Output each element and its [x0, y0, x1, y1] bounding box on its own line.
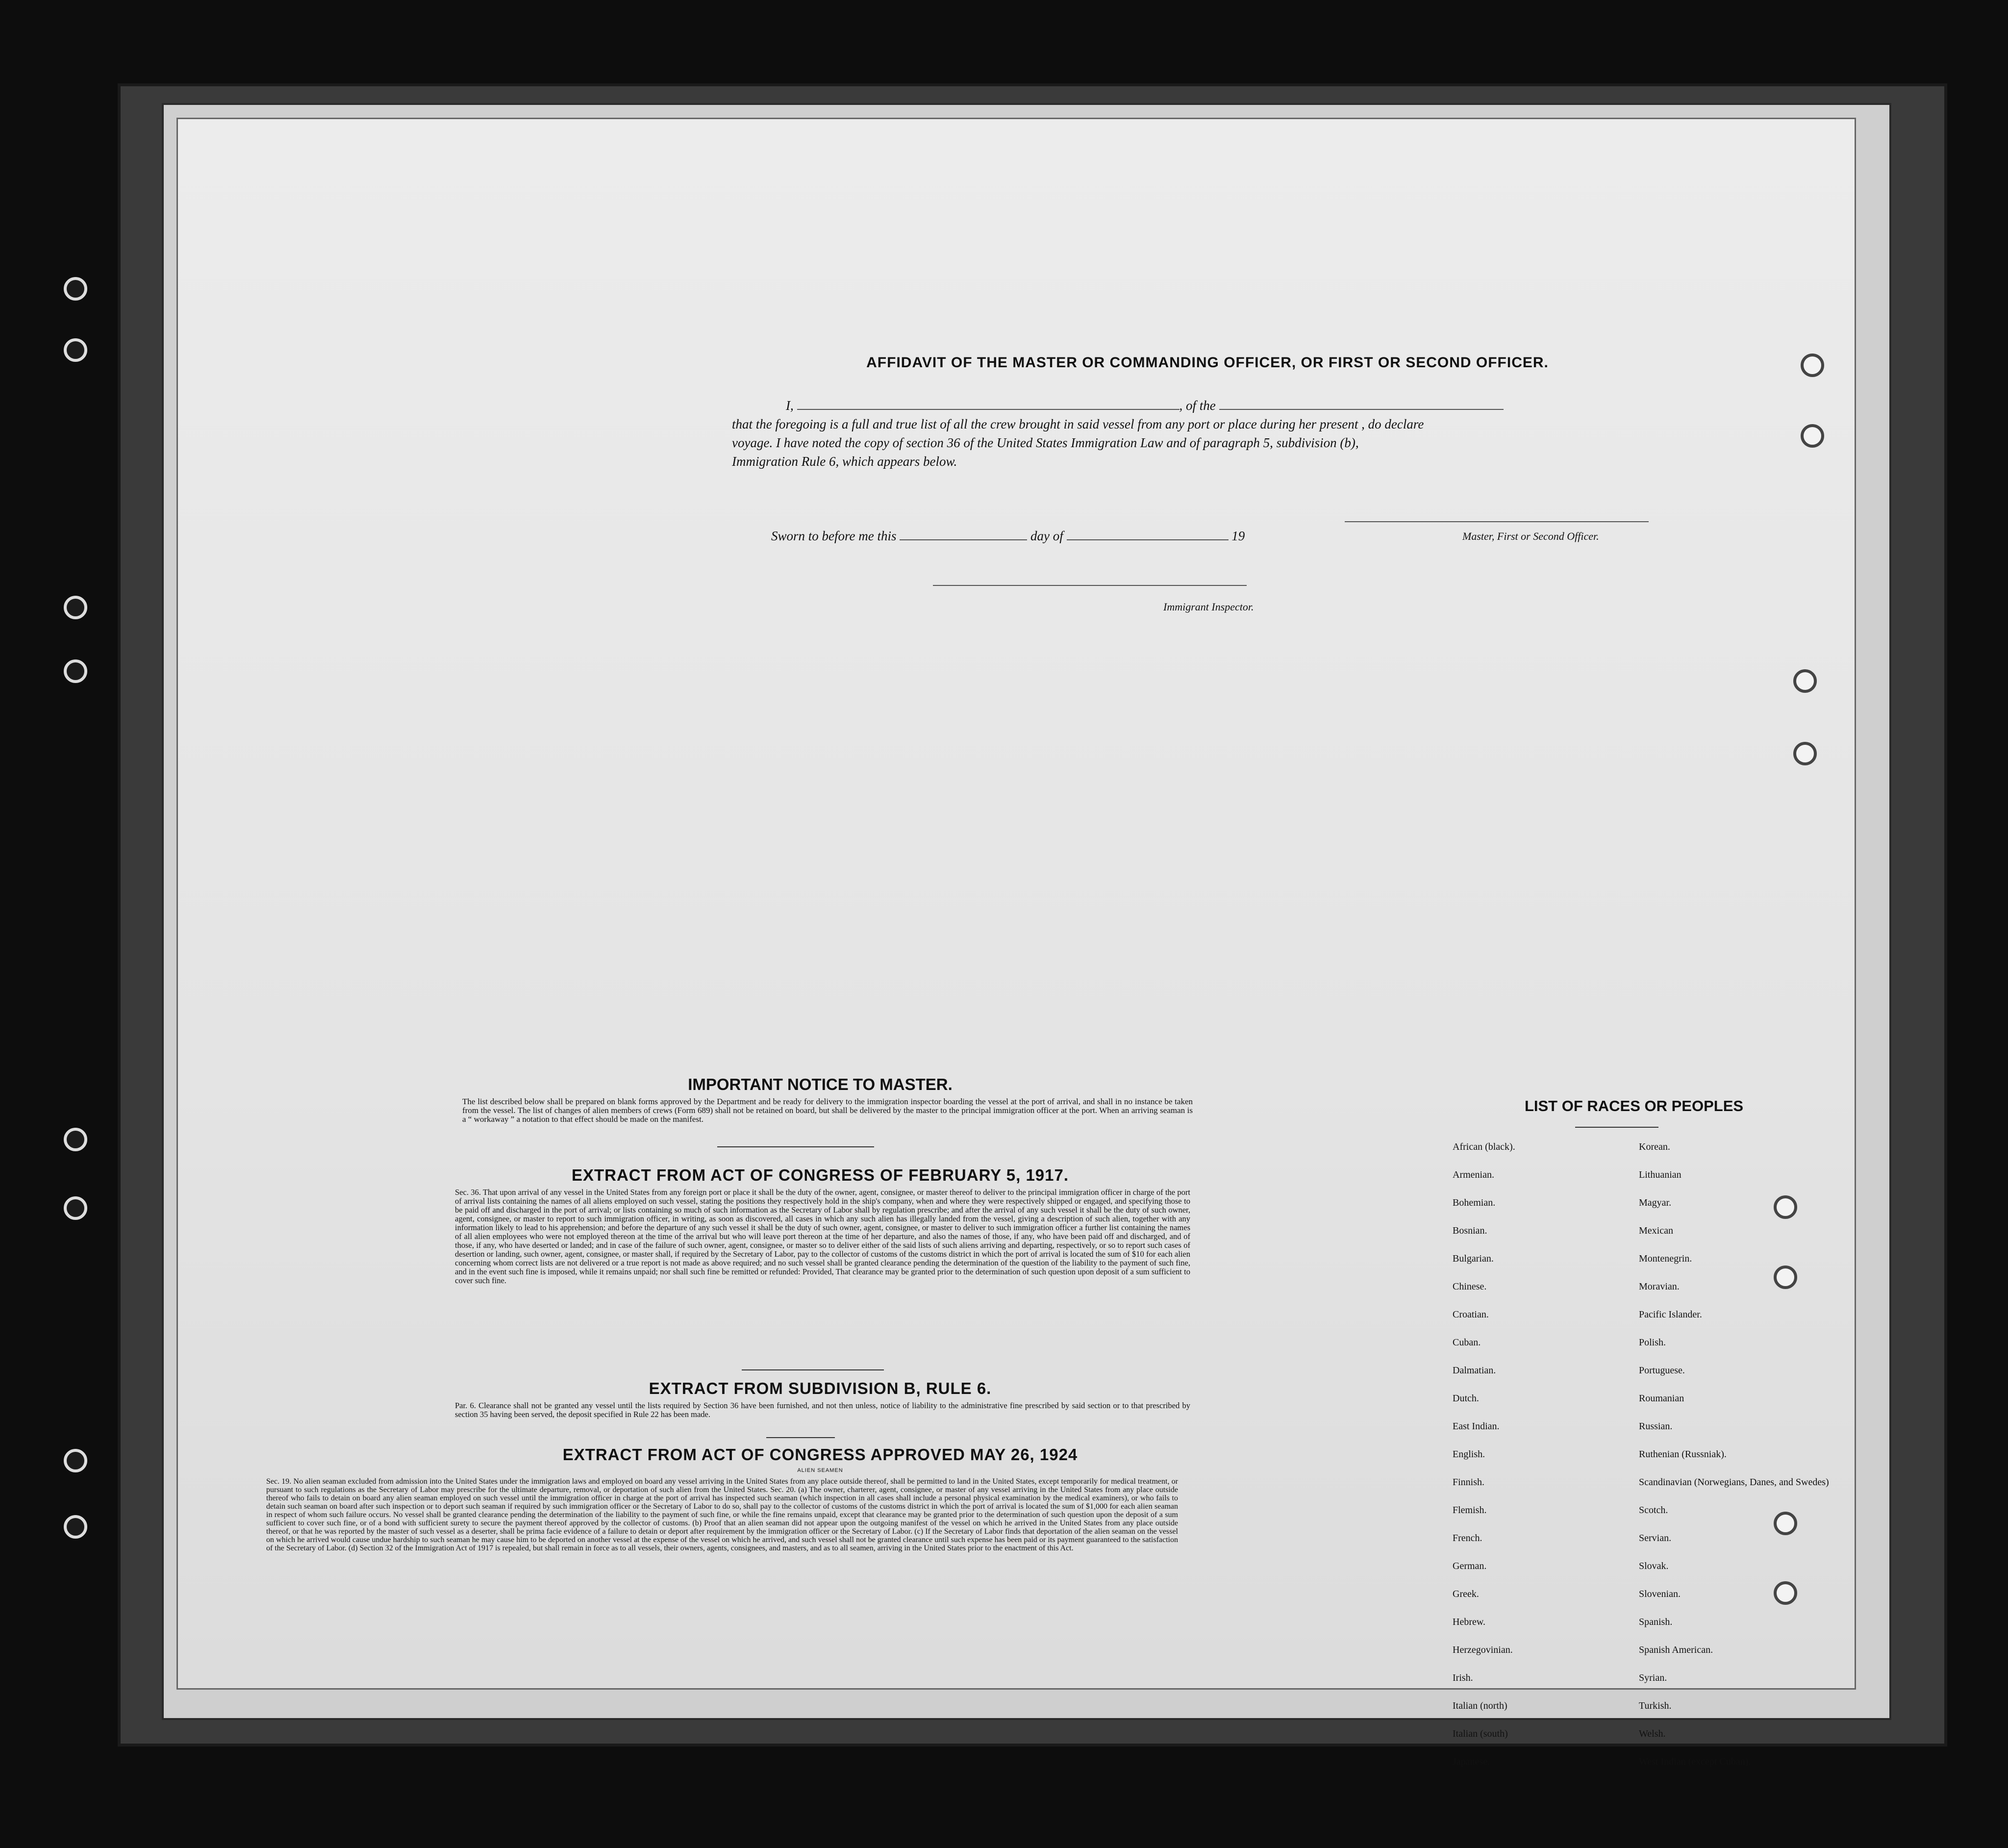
extract-1924-subhead: ALIEN SEAMEN [797, 1468, 843, 1473]
race-item: Polish. [1639, 1337, 1666, 1348]
race-item: Slovenian. [1639, 1589, 1681, 1599]
race-item: African (black). [1453, 1141, 1515, 1152]
race-item: Mexican [1639, 1225, 1673, 1236]
race-item: Syrian. [1639, 1672, 1667, 1683]
race-item: Korean. [1639, 1141, 1670, 1152]
punch-hole-icon [1801, 354, 1824, 377]
affidavit-line-3: voyage. I have noted the copy of section 36 of the United States Immigration Law and of paragraph 5, subdivision (b), [732, 435, 1359, 450]
race-item: Croatian. [1453, 1309, 1489, 1320]
race-item: Welsh. [1639, 1728, 1666, 1739]
extract-1917-text: Sec. 36. That upon arrival of any vessel in the United States from any foreign port or place it shall be the duty of the owner, agent, consignee, or master thereof to deliver to the principal immigration officer in charge of the port of arrival lists containing the names of all aliens employed on such vessel, stating the positions they respectively hold in the ship's company, when and where they were respectively shipped or engaged, and specifying those to be paid off and discharged in the port of arrival; or lists containing so much of such information as the Secretary of Labor shall by regulation prescribe; and after the arrival of any such vessel it shall be the duty of such owner, agent, consignee, or master to report to such immigration officer, in writing, as soon as discovered, all cases in which any such alien has illegally landed from the vessel, giving a description of such alien, together with any information likely to lead to his apprehension; and before the departure of any such vessel it shall be the duty of such owner, agent, consignee, or master to deliver to such immigration officer a further list containing the names of all alien employees who were not employed thereon at the time of the arrival but who will leave port thereon at the time of her departure, and also the names of those, if any, who have been paid off and discharged, and of those, if any, who have deserted or landed; and in case of the failure of such owner, agent, consignee, or master so to deliver either of the said lists of such aliens arriving and departing, respectively, or so to report such cases of desertion or landing, such owner, agent, consignee, or master shall, if required by the Secretary of Labor, pay to the collector of customs of the customs district in which the port of arrival is located the sum of $10 for each alien concerning whom correct lists are not delivered or a true report is not made as above required; and no such vessel shall be granted clearance pending the determination of the question of the liability to the payment of such fine, and in the event such fine is imposed, while it remains unpaid; nor shall such fine be remitted or refunded: Provided, That clearance may be granted prior to the determination of such question upon deposit of a sum sufficient to cover such fine. [455, 1188, 1190, 1285]
punch-hole-icon [1793, 669, 1817, 693]
binder-hole-icon [64, 596, 87, 619]
extract-rule6-text: Par. 6. Clearance shall not be granted any vessel until the lists required by Section 36 have been furnished, and not then unless, notice of liability to the administrative fine prescribed by said section or to that prescribed by section 35 having been served, the deposit specified in Rule 22 has been made. [455, 1401, 1190, 1419]
race-item: Bulgarian. [1453, 1253, 1494, 1264]
race-item: English. [1453, 1449, 1485, 1460]
race-item: Irish. [1453, 1672, 1473, 1683]
sworn-row [771, 529, 1457, 544]
divider [717, 1146, 874, 1147]
race-item: Scotch. [1639, 1505, 1668, 1516]
race-item: Portuguese. [1639, 1365, 1685, 1376]
manifest-page [176, 118, 1856, 1767]
binder-hole-icon [64, 1196, 87, 1220]
do-declare-label: , do declare [1361, 417, 1424, 431]
affidavit-title: AFFIDAVIT OF THE MASTER OR COMMANDING OFFICER, OR FIRST OR SECOND OFFICER. [866, 354, 1549, 371]
race-item: Slovak. [1639, 1561, 1669, 1571]
race-item: Spanish. [1639, 1617, 1673, 1627]
binder-hole-icon [64, 277, 87, 301]
day-of-label: day of [1030, 529, 1063, 543]
sworn-label: Sworn to before me this [771, 529, 897, 543]
race-item: Herzegovinian. [1453, 1645, 1513, 1655]
race-item: Greek. [1453, 1589, 1479, 1599]
race-item: Roumanian [1639, 1393, 1684, 1404]
divider [1575, 1127, 1658, 1128]
race-item: Scandinavian (Norwegians, Danes, and Swedes) [1639, 1477, 1829, 1488]
binder-hole-icon [64, 1515, 87, 1539]
extract-rule6-title: EXTRACT FROM SUBDIVISION B, RULE 6. [649, 1379, 992, 1397]
race-item: Italian (north) [1453, 1700, 1507, 1711]
affidavit-i-label: I, [786, 398, 794, 413]
affidavit-line-4: Immigration Rule 6, which appears below. [732, 454, 957, 469]
race-item: Magyar. [1639, 1197, 1672, 1208]
race-item: Chinese. [1453, 1281, 1487, 1292]
notice-text: The list described below shall be prepared on blank forms approved by the Department and be ready for delivery to the immigration inspector boarding the vessel at the port of arrival, and shall in no instance be taken from the vessel. The list of changes of alien members of crews (Form 689) shall not be retained on board, but shall be delivered by the master to the principal immigration officer at the port. When an arriving seaman is a “ workaway ” a notation to that effect should be made on the manifest. [462, 1097, 1193, 1124]
races-right-column [1639, 1141, 1845, 1784]
extract-1917-title: EXTRACT FROM ACT OF CONGRESS OF FEBRUARY 5, 1917. [571, 1166, 1069, 1184]
punch-hole-icon [1793, 742, 1817, 765]
sworn-month-blank[interactable] [1067, 529, 1229, 540]
master-signature-line[interactable] [1345, 521, 1649, 522]
extract-1924-text: Sec. 19. No alien seaman excluded from admission into the United States under the immigration laws and employed on board any vessel arriving in the United States from any place outside thereof, shall be permitted to land in the United States, except temporarily for medical treatment, or pursuant to such regulations as the Secretary of Labor may prescribe for the ultimate departure, removal, or deportation of such alien from the United States. Sec. 20. (a) The owner, charterer, agent, consignee, or master of any vessel arriving in the United States from any place outside thereof who fails to detain on board any alien seaman employed on such vessel until the immigration officer in charge at the port of arrival has inspected such seaman (which inspection in all cases shall include a personal physical examination by the medical examiners), or who fails to detain such seaman on board after such inspection or to deport such seaman if required by such immigration officer or the Secretary of Labor to do so, shall pay to the collector of customs of the customs district in which the port of arrival is located the sum of $1,000 for each alien seaman in respect of whom such failure occurs. No vessel shall be granted clearance pending the determination of the liability to the payment of such fine, or while the fine remains unpaid, except that clearance may be granted prior to the determination of such question upon the deposit of a sum sufficient to cover such fine, or of a bond with sufficient surety to secure the payment thereof approved by the collector of customs. (b) Proof that an alien seaman did not appear upon the outgoing manifest of the vessel on which he arrived in the United States from any place outside thereof, or that he was reported by the master of such vessel as a deserter, shall be prima facie evidence of a failure to detain or deport after requirement by the immigration officer or the Secretary of Labor. (c) If the Secretary of Labor finds that deportation of the alien seaman on the vessel on which he arrived would cause undue hardship to such seaman he may cause him to be deported on another vessel at the expense of the vessel on which he arrived, and such vessel shall not be granted clearance until such expense has been paid or its payment guaranteed to the satisfaction of the Secretary of Labor. (d) Section 32 of the Immigration Act of 1917 is repealed, but shall remain in force as to all vessels, their owners, agents, consignees, and masters, and as to all seamen, arriving in the United States prior to the enactment of this Act. [266, 1477, 1178, 1552]
divider [766, 1437, 835, 1438]
race-item: Lithuanian [1639, 1169, 1682, 1180]
race-item: French. [1453, 1533, 1482, 1544]
race-item: Ruthenian (Russniak). [1639, 1449, 1727, 1460]
race-item: Japanese. [1453, 1756, 1490, 1767]
sworn-day-blank[interactable] [900, 529, 1027, 540]
binder-hole-icon [64, 338, 87, 362]
race-item: East Indian. [1453, 1421, 1500, 1432]
race-item: Dutch. [1453, 1393, 1479, 1404]
race-item: Montenegrin. [1639, 1253, 1692, 1264]
races-left-column [1453, 1141, 1658, 1784]
affidavit-line-2: that the foregoing is a full and true list of all the crew brought in said vessel from any port or place during her present [732, 417, 1358, 431]
race-item: West Indian (except Cuban). [1639, 1756, 1751, 1767]
notice-title: IMPORTANT NOTICE TO MASTER. [688, 1075, 953, 1093]
race-item: Hebrew. [1453, 1617, 1486, 1627]
race-item: Moravian. [1639, 1281, 1680, 1292]
race-item: Bosnian. [1453, 1225, 1487, 1236]
name-blank[interactable] [797, 398, 1180, 410]
binder-hole-icon [64, 659, 87, 683]
races-title: LIST OF RACES OR PEOPLES [1524, 1097, 1744, 1114]
race-item: Armenian. [1453, 1169, 1494, 1180]
divider [742, 1369, 884, 1370]
race-item: Finnish. [1453, 1477, 1485, 1488]
year-label: 19 [1231, 529, 1245, 543]
binder-hole-icon [64, 1449, 87, 1472]
race-item: Spanish American. [1639, 1645, 1713, 1655]
vessel-blank[interactable] [1219, 398, 1504, 410]
race-item: Turkish. [1639, 1700, 1672, 1711]
race-item: Servian. [1639, 1533, 1672, 1544]
binder-hole-icon [64, 1128, 87, 1151]
master-signature-label: Master, First or Second Officer. [1462, 530, 1599, 542]
race-item: Dalmatian. [1453, 1365, 1496, 1376]
race-item: German. [1453, 1561, 1487, 1571]
race-item: Italian (south) [1453, 1728, 1508, 1739]
extract-1924-title: EXTRACT FROM ACT OF CONGRESS APPROVED MAY 26, 1924 [562, 1445, 1078, 1464]
race-item: Flemish. [1453, 1505, 1487, 1516]
inspector-signature-label: Immigrant Inspector. [1163, 601, 1254, 613]
punch-hole-icon [1801, 424, 1824, 448]
race-item: Cuban. [1453, 1337, 1481, 1348]
affidavit-text [732, 396, 1673, 471]
inspector-signature-line[interactable] [933, 585, 1247, 586]
race-item: Bohemian. [1453, 1197, 1496, 1208]
race-item: Russian. [1639, 1421, 1673, 1432]
race-item: Pacific Islander. [1639, 1309, 1702, 1320]
of-the-label: , of the [1179, 398, 1216, 413]
